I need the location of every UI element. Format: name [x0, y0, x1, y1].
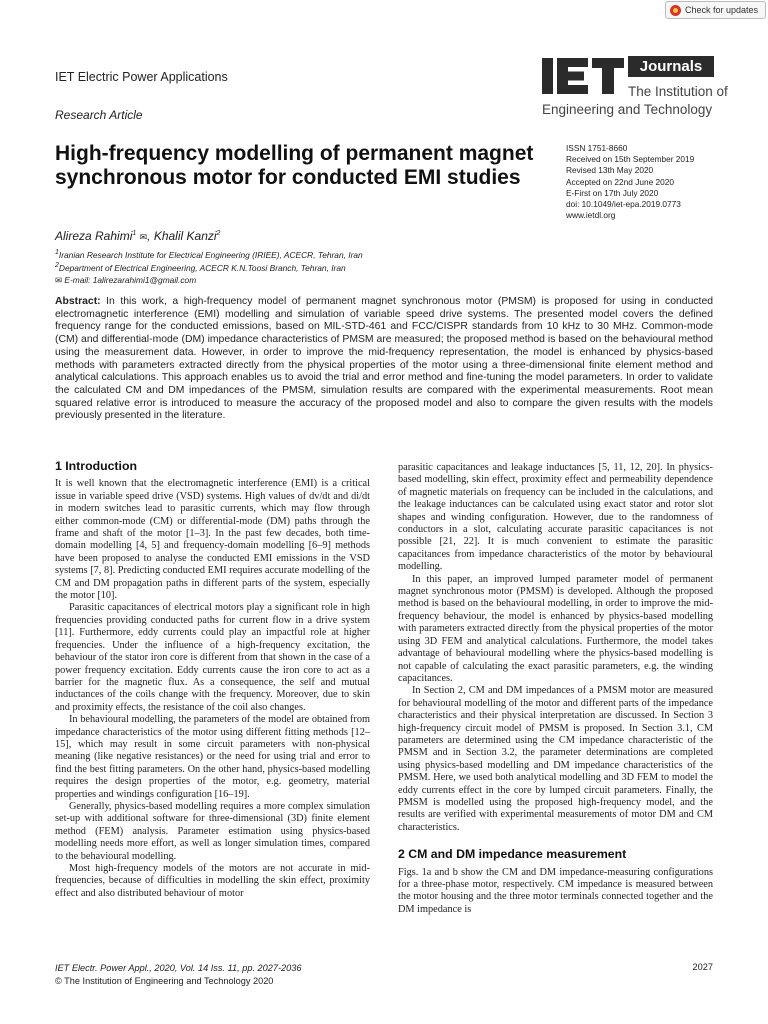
iet-logo-mark-icon — [542, 58, 624, 94]
logo-institution-line1: The Institution of — [628, 84, 728, 99]
author-affil-sup: 1 — [132, 230, 137, 237]
paper-title: High-frequency modelling of permanent magnet synchronous motor for conducted EMI studies — [55, 142, 534, 189]
article-metadata — [566, 143, 746, 221]
iet-logo — [542, 56, 728, 122]
website-link[interactable]: www.ietdl.org — [566, 210, 616, 221]
author-name: Alireza Rahimi — [55, 229, 133, 243]
affiliation-1: $^1$Iranian Research Institute for Electrical Engineering (IRIEE), ACECR, Tehran, Iran — [55, 249, 363, 260]
copyright: © The Institution of Engineering and Technology 2020 — [55, 976, 274, 986]
author-affil-sup: 2 — [216, 230, 221, 237]
abstract-label: Abstract: — [55, 296, 101, 307]
check-for-updates-button[interactable] — [665, 1, 766, 19]
section-heading: 1 Introduction — [55, 459, 137, 473]
crossmark-icon — [670, 5, 681, 16]
paragraph: parasitic capacitances and leakage inductances [5, 11, 12, 20]. In physics-based modelling, skin effect, proximity effect and permeability dependence of magnetic materials on frequency can be included in the calculations, and the leakage inductances can be calculated using exact stator and rotor slot shapes and winding configuration. However, due to the randomness of conductors in a slot, calculating accurate parasitic capacitances is not possible [21, 22]. It is much convenient to estimate the parasitic capacitances from impedance characteristics of the motor by behavioural modelling. — [398, 462, 713, 573]
column-right — [398, 462, 713, 916]
journal-name: IET Electric Power Applications — [55, 70, 228, 84]
paragraph: Generally, physics-based modelling requires a more complex simulation set-up with additional software for three-dimensional (3D) finite element method (FEM) analysis. Parameter estimation using physics-based modelling needs more effort, as well as longer simulation times, compared to the behavioural modelling. — [55, 800, 370, 862]
revised-date: Revised 13th May 2020 — [566, 165, 654, 176]
paragraph: Parasitic capacitances of electrical motors play a significant role in high frequencies providing conducted paths for current flow in a drive system [11]. Furthermore, eddy currents could play an impactful role at higher frequencies. Under the influence of a high-frequency excitation, the behaviour of the stator iron core is different from that shown in the case of a power frequency excitation. Eddy currents cause the iron core to act as a barrier for the magnetic flux. As a consequence, the self and mutual inductances of the coils change with the frequency. Moreover, due to skin and proximity effects, the resistance of the coil also changes. — [55, 602, 370, 713]
abstract-text: In this work, a high-frequency model of permanent magnet synchronous motor (PMSM) is proposed for using in conducted electromagnetic interference (EMI) modelling and simulation of variable speed drive systems. The presented model covers the defined frequency range for the conducted emissions, based on MIL-STD-461 and FCC/CISPR standards from 10 kHz to 30 MHz. Common-mode (CM) and differential-mode (DM) impedance characteristics of PMSM are measured; the proposed method is based on the behavioural method using the measurement data. However, in order to improve the mid-frequency representation, the model is enhanced by physics-based methods with parameters extracted directly from the physical properties of the motor using a three-dimensional finite element method and analytical calculations. This approach enables us to avoid the trial and error method and fine-tuning the model parameters. In order to validate the calculated CM and DM impedances of the PMSM, simulation results are compared with the experimental measurements. Root mean squared relative error is introduced to measure the accuracy of the proposed model and also to compare the given results with the models previously presented in the literature. — [55, 296, 713, 422]
citation: IET Electr. Power Appl., 2020, Vol. 14 Iss. 11, pp. 2027-2036 — [55, 963, 302, 973]
issn: ISSN 1751-8660 — [566, 143, 628, 153]
check-updates-label: Check for updates — [684, 5, 758, 15]
section-heading: 2 CM and DM impedance measurement — [398, 847, 627, 862]
page-number: 2027 — [692, 962, 713, 972]
paragraph: It is well known that the electromagnetic interference (EMI) is a critical issue in variable speed drive (VSD) systems. High values of dv/dt and di/dt in modern switches lead to parasitic currents, which may flow through either common-mode (CM) or differential-mode (DM) paths through the frame and shaft of the motor [1–3]. In the past few decades, both time-domain modelling [4, 5] and frequency-domain modelling [6–9] methods have been proposed to analyse the conducted EMI emissions in the VSD systems [7, 8]. Predicting conducted EMI requires accurate modelling of the CM and DM propagation paths in different parts of the system, especially the motor [10]. — [55, 478, 370, 602]
column-left — [55, 460, 370, 900]
authors — [55, 229, 220, 243]
paragraph: In behavioural modelling, the parameters of the model are obtained from impedance characteristics of the motor using different fitting methods [12–15], which may result in some circuit parameters with non-physical meaning (like negative resistances) or the need for using trial and error to find the best fitting parameters. On the other hand, physics-based modelling requires the design properties of the motor, e.g. geometry, material properties and windings configuration [16–19]. — [55, 714, 370, 800]
author-separator: , — [147, 229, 154, 243]
article-type: Research Article — [55, 108, 143, 122]
envelope-icon: ✉ — [55, 275, 63, 285]
paragraph: In Section 2, CM and DM impedances of a PMSM motor are measured for behavioural modelling of the motor and different parts of the impedance characteristics and their physical interpretation are discussed. In Section 3 high-frequency circuit model of PMSM is proposed. In Section 3.1, CM parameters are determined using the CM impedance characteristic of the PMSM and in Section 3.2, the parameter determinations are completed using physics-based modelling and DM impedance characteristics of the PMSM. Here, we used both analytical modelling and 3D FEM to model the eddy currents effect in the core by lumped circuit parameters. Finally, the PMSM is modelled using the proposed high-frequency model, and the results are verified with experimental measurements of motor DM and CM characteristics. — [398, 685, 713, 833]
paragraph: Most high-frequency models of the motors are not accurate in mid-frequencies, because of difficulties in modelling the skin effect, proximity effect and also distributed behaviour of motor — [55, 863, 370, 899]
affiliation-2: $^2$Department of Electrical Engineering, ACECR K.N.Toosi Branch, Tehran, Iran — [55, 262, 346, 273]
accepted-date: Accepted on 22nd June 2020 — [566, 176, 674, 187]
logo-institution-line2: Engineering and Technology — [542, 102, 713, 117]
footer-citation — [55, 962, 302, 988]
abstract — [55, 296, 713, 423]
author-name: Khalil Kanzi — [153, 229, 217, 243]
paragraph: In this paper, an improved lumped parameter model of permanent magnet synchronous motor (PMSM) is developed. Although the proposed method is based on the behavioural modelling, in order to improve the mid-frequency behaviour, the model is enhanced by physics-based modelling with parameters extracted directly from the physical properties of the motor using 3D FEM and analytical calculations. Furthermore, the model takes advantage of behavioural modelling where the physics-based modelling is not capable of calculating the exact parasitic parameters, e.g. the winding capacitances. — [398, 573, 713, 684]
paragraph: Figs. 1a and b show the CM and DM impedance-measuring configurations for a three-phase motor, respectively. CM impedance is measured between the motor housing and the three motor terminals connected together and the DM impedance is — [398, 866, 713, 915]
received-date: Received on 15th September 2019 — [566, 154, 695, 165]
doi[interactable]: doi: 10.1049/iet-epa.2019.0773 — [566, 199, 681, 210]
e-first-date: E-First on 17th July 2020 — [566, 187, 659, 198]
logo-journals-label: Journals — [628, 56, 714, 77]
corresponding-email[interactable]: ✉ E-mail: 1alirezarahimi1@gmail.com — [55, 275, 197, 285]
envelope-icon: ✉ — [139, 232, 148, 242]
